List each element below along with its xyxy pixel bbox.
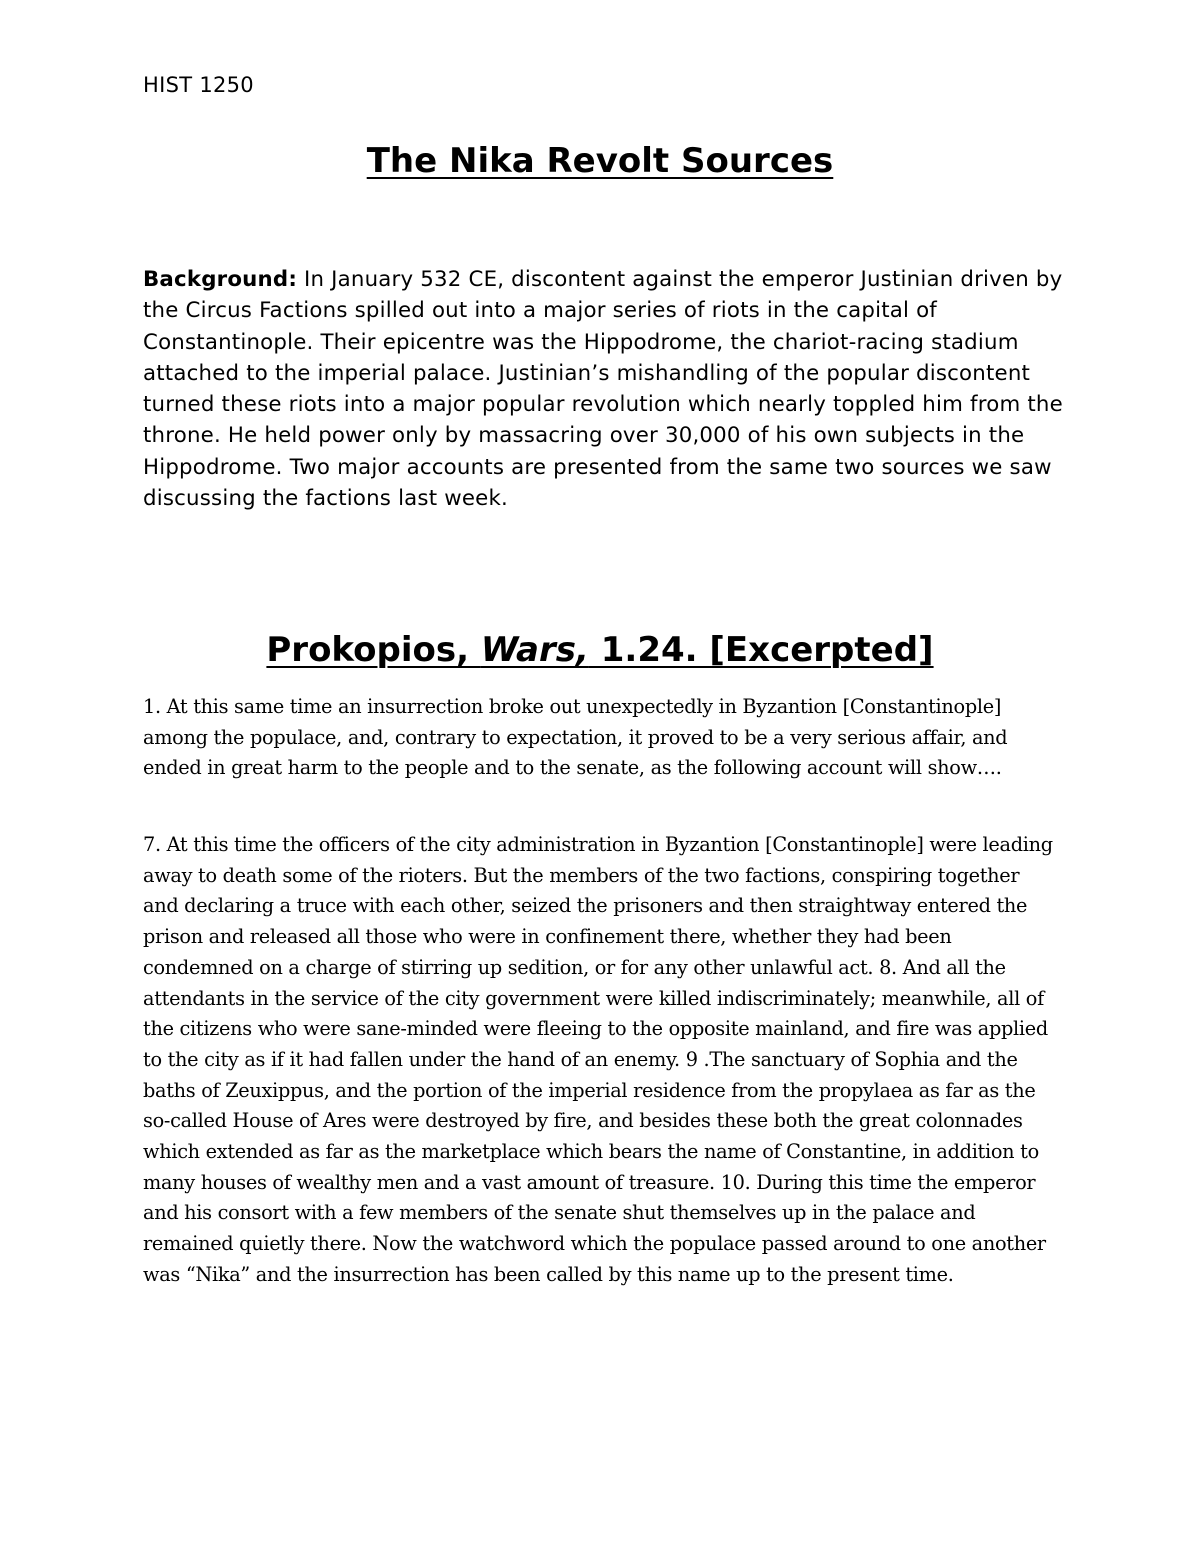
course-code: HIST 1250 (143, 73, 254, 97)
section-heading-citation: 1.24. [Excerpted] (588, 630, 934, 670)
background-label: Background: (143, 267, 298, 292)
background-text: In January 532 CE, discontent against the emperor Justinian driven by the Circus Factions spilled out into a major series of riots in the capital of Constantinople. Their epicentre was the Hippodrome, the chariot-racing stadium attached to the imperial palace. Justinian’s mishandling of the popular discontent turned these riots into a major popular revolution which nearly toppled him from the throne. He held power only by massacring over 30,000 of his own subjects in the Hippodrome. Two major accounts are presented from the same two sources we saw discussing the factions last week. (143, 267, 1063, 512)
section-heading-work: Wars, (480, 630, 589, 670)
section-heading (0, 626, 1200, 674)
excerpt-paragraph-2: 7. At this time the officers of the city administration in Byzantion [Constantinople] were leading away to death some of the rioters. But the members of the two factions, conspiring together and declaring a truce with each other, seized the prisoners and then straightway entered the prison and released all those who were in confinement there, whether they had been condemned on a charge of stirring up sedition, or for any other unlawful act. 8. And all the attendants in the service of the city government were killed indiscriminately; meanwhile, all of the citizens who were sane-minded were fleeing to the opposite mainland, and fire was applied to the city as if it had fallen under the hand of an enemy. 9 .The sanctuary of Sophia and the baths of Zeuxippus, and the portion of the imperial residence from the propylaea as far as the so-called House of Ares were destroyed by fire, and besides these both the great colonnades which extended as far as the marketplace which bears the name of Constantine, in addition to many houses of wealthy men and a vast amount of treasure. 10. During this time the emperor and his consort with a few members of the senate shut themselves up in the palace and remained quietly there. Now the watchword which the populace passed around to one another was “Nika” and the insurrection has been called by this name up to the present time. (143, 833, 1053, 1286)
section-heading-author: Prokopios, (266, 630, 481, 670)
background-paragraph (143, 264, 1073, 514)
excerpt-paragraph-1: 1. At this same time an insurrection broke out unexpectedly in Byzantion [Constantinople] among the populace, and, contrary to expectation, it proved to be a very serious affair, and ended in great harm to the people and to the senate, as the following account will show…. (143, 695, 1008, 780)
document-title: The Nika Revolt Sources (366, 141, 834, 181)
